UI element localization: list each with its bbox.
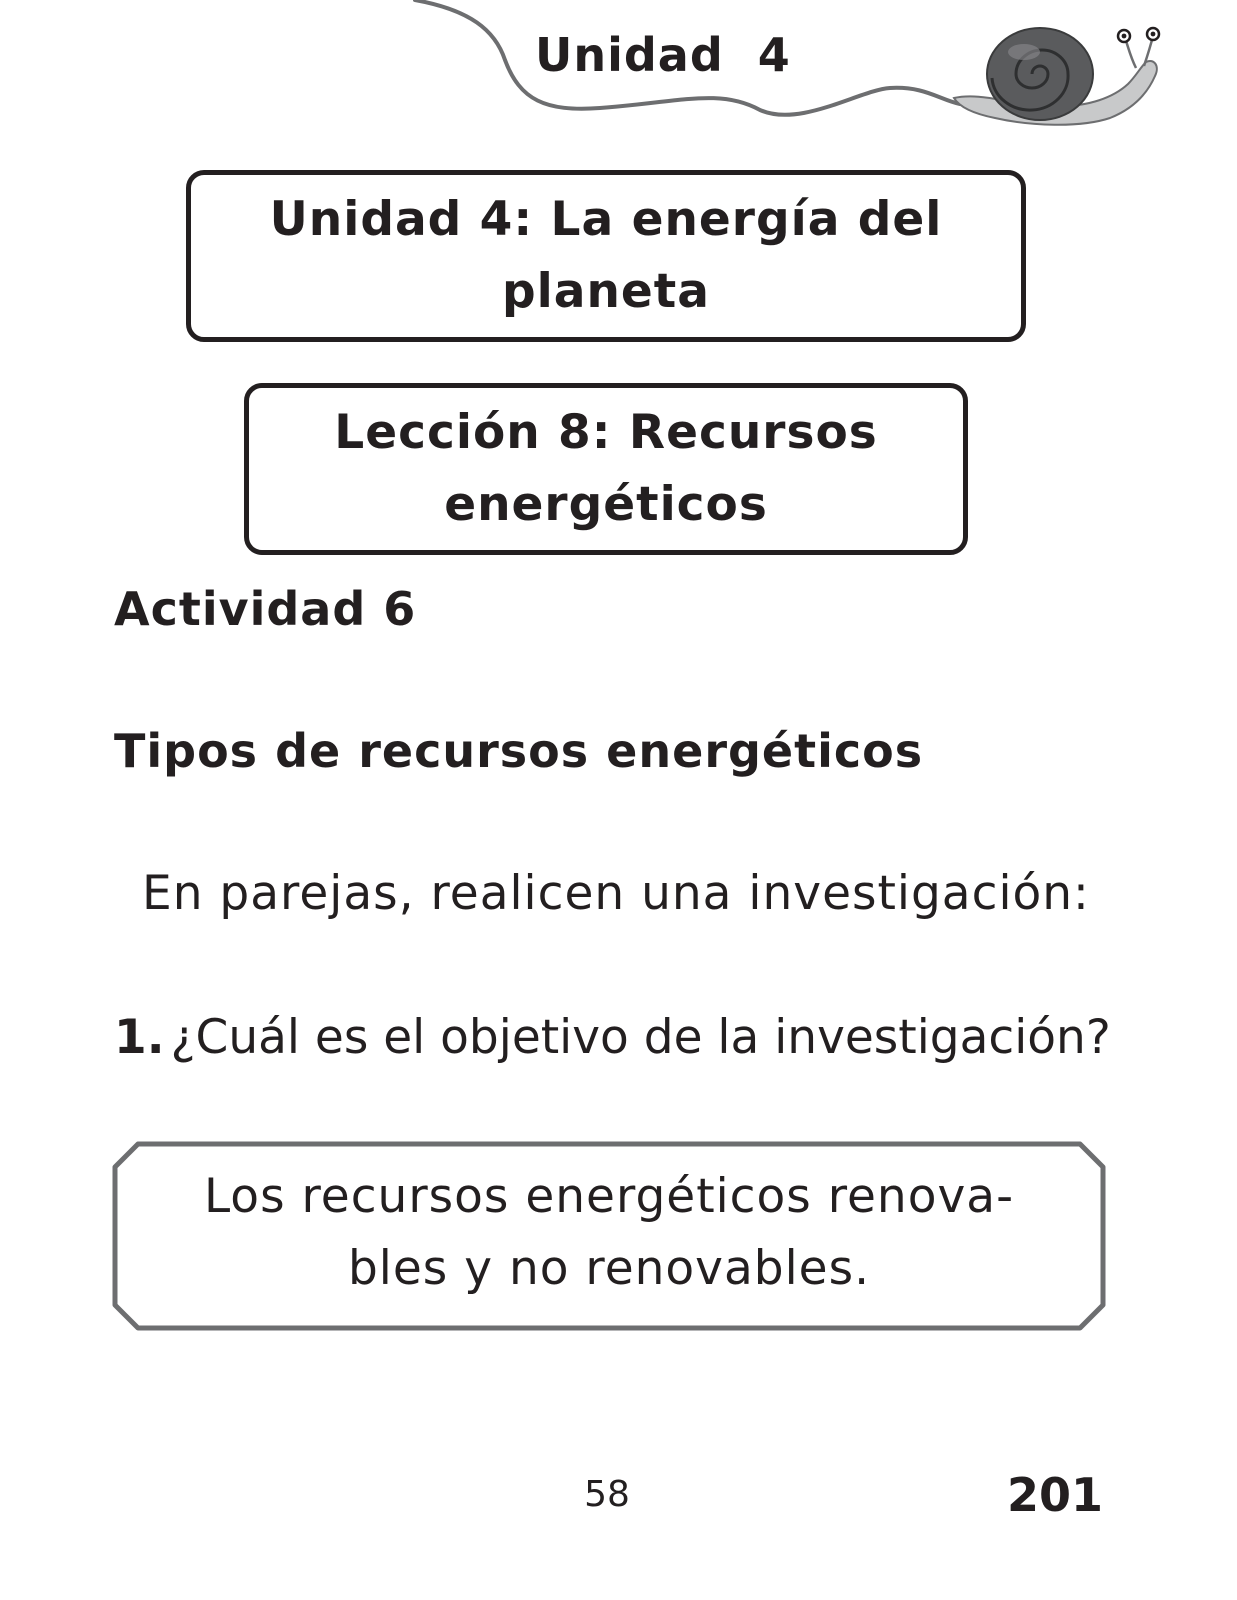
answer-line-1: Los recursos energéticos renova- bbox=[203, 1169, 1015, 1224]
question-number: 1. bbox=[114, 1010, 165, 1065]
unit-tab-label: Unidad 4 bbox=[535, 28, 791, 82]
lesson-title-box bbox=[244, 383, 968, 555]
instruction-text: En parejas, realicen una investigación: bbox=[142, 866, 1090, 921]
activity-heading: Actividad 6 bbox=[114, 582, 417, 636]
unit-title: Unidad 4: La energía del planeta bbox=[269, 192, 943, 319]
page-number: 58 bbox=[584, 1474, 630, 1515]
answer-text bbox=[172, 1161, 1046, 1305]
book-page-number: 201 bbox=[1006, 1468, 1103, 1522]
lesson-title: Lección 8: Recursos energéticos bbox=[334, 405, 878, 532]
answer-line-2: bles y no renovables. bbox=[347, 1241, 871, 1296]
topic-heading: Tipos de recursos energéticos bbox=[114, 724, 924, 778]
unit-title-box bbox=[186, 170, 1026, 342]
snail-icon bbox=[950, 22, 1165, 132]
question-text: ¿Cuál es el objetivo de la investigación? bbox=[170, 1010, 1111, 1065]
answer-box bbox=[112, 1141, 1106, 1331]
question-1 bbox=[114, 1010, 1111, 1065]
